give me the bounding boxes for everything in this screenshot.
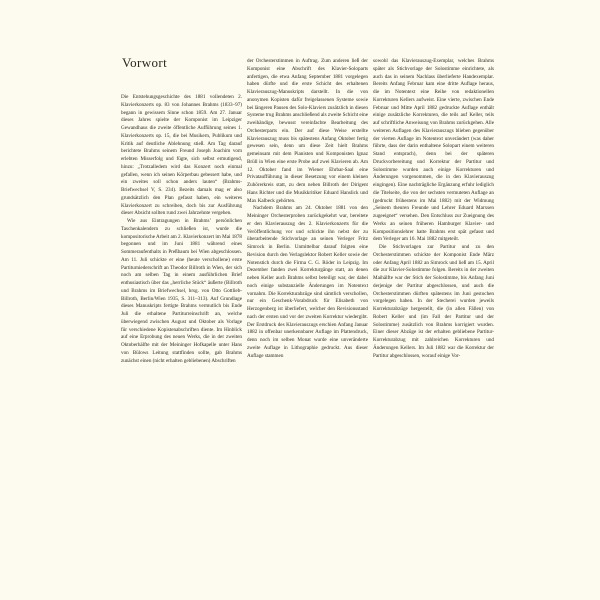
paragraph: Wie aus Eintragungen in Brahms’ persönlichen Taschenkalendern zu schließen ist, wurde die kompositorische Arbeit am 2. Klavierkonzert im Mai 1878 begonnen und im Juni 1881 während eines Sommeraufenthalts in Preßbaum bei Wien abgeschlossen. Am 11. Juli schickte er eine (heute verschollene) erste Partiturniederschrift an Theodor Billroth in Wien, der sich noch am selben Tag in einem ausführlichen Brief enthusiastisch über das „herrliche Stück“ äußerte (Billroth und Brahms im Briefwechsel, hrsg. von Otto Gottlieb-Billroth, Berlin/Wien 1935, S. 311–313). Auf Grundlage dieses Manuskripts fertigte Brahms vermutlich bis Ende Juli die erhaltene Partiturreinschrift an, welche überwiegend zwischen August und Oktober als Vorlage für verschiedene Kopistenabschriften diente. Im Hinblick auf eine Erprobung des neuen Werks, die in der zweiten Oktoberhälfte mit der Meininger Hofkapelle unter Hans von Bülows Leitung stattfinden sollte, gab Brahms zunächst einen (nicht erhalten gebliebenen) Abschriften (121, 218, 242, 364)
paragraph: der Orchesterstimmen in Auftrag. Zum anderen ließ der Komponist eine Abschrift des Klavier-Soloparts anfertigen, die etwa Anfang September 1881 vorgelegen haben dürfte und die erste Schicht des erhaltenen Klavierauszug-Manuskripts darstellt. In die von anonymen Kopisten dafür freigelassenen Systeme sowie bei längeren Pausen des Solo-Klaviers zusätzlich in diesen Systeme trug Brahms anschließend als zweite Schicht eine zweihändige, bewusst vereinfachte Bearbeitung des Orchesterparts ein. Der auf diese Weise erstellte Klavierauszug muss bis spätestens Anfang Oktober fertig gewesen sein, denn um diese Zeit hielt Brahms gemeinsam mit dem Pianisten und Komponisten Ignaz Brüll in Wien eine erste Probe auf zwei Klavieren ab. Am 12. Oktober fand im Wiener Ehrbar-Saal eine Privataufführung in dieser Besetzung vor einem kleinen Zuhörerkreis statt, zu dem neben Billroth der Dirigent Hans Richter und die Musikkritiker Eduard Hanslick und Max Kalbeck gehörten. (247, 58, 368, 204)
text-column-2 (247, 58, 368, 360)
text-column-1 (121, 94, 242, 365)
page-title: Vorwort (122, 55, 168, 70)
paragraph: Die Entstehungsgeschichte des 1881 vollendeten 2. Klavierkonzerts op. 83 von Johannes Brahms (1833–97) begann in gewissem Sinne schon 1859. Am 27. Januar dieses Jahres spielte der Komponist im Leipziger Gewandhaus die zweite öffentliche Aufführung seines 1. Klavierkonzerts op. 15, die bei Musikern, Publikum und Kritik auf deutliche Ablehnung stieß. Am Tag darauf berichtete Brahms seinem Freund Joseph Joachim vom erlebten Misserfolg und fügte, sich selbst ermutigend, hinzu: „Trotzalledem wird das Konzert noch einmal gefallen, wenn ich seinen Körperbau gebessert habe, und ein zweites soll schon anders lauten“ (Brahms-Briefwechsel V, S. 234). Bezeits damals mag er also grundsätzlich den Plan gefasst haben, ein weiteres Klavierkonzert zu schreiben, doch bis zur Ausführung dieser Absicht sollten rund zwei Jahrzehnte vergehen. (121, 94, 242, 217)
text-column-3 (373, 58, 494, 360)
paragraph: Nachdem Brahms am 24. Oktober 1881 von den Meininger Orchesterproben zurückgekehrt war, bereitete er den Klavierauszug des 2. Klavierkonzerts für die Veröffentlichung vor und schickte ihn nebst der zu überarbeitende Stichvorlage an seinen Verleger Fritz Simrock in Berlin. Unmittelbar darauf folgten eine Revision durch den Verlagslektor Robert Keller sowie der Notenstich durch die Firma C. G. Röder in Leipzig. Im Dezember fanden zwei Korrekturgänge statt, an denen neben Keller auch Brahms selbst beteiligt war, der dabei noch einige substanzielle Änderungen im Notentext vornahm. Die Korrekturabzüge sind sämtlich verschollen, nur ein Geschenk-Vorabdruck für Elisabeth von Herzogenberg ist überliefert, welcher den Revisionsstand nach der ersten und vor der zweiten Korrektur wiedergibt. Der Erstdruck des Klavierauszugs erschien Anfang Januar 1882 in offenbar unerkennbarer Auflage im Plattendruck, denn noch im selben Monat wurde eine unveränderte zweite Auflage in Lithographie gedruckt. Aus dieser Auflage stammen (247, 205, 368, 359)
paragraph: Die Stichvorlagen zur Partitur und zu den Orchesterstimmen schickte der Komponist Ende März oder Anfang April 1882 an Simrock und ließ am 15. April die zur Klavier-Solostimme folgen. Bereits in der zweiten Maihälfte war der Stich der Solostimme, bis Anfang Juni derjenige der Partitur abgeschlossen, und auch die Orchesterstimmen dürften spätestens im Juni gestochen vorgelegen haben. In der Stecherei wurden jeweils Korrekturabzüge hergestellt, die (in allen Fällen) von Robert Keller und (im Fall der Partitur und der Solostimme) zusätzlich von Brahms korrigiert wurden. Einer dieser Abzüge ist der erhalten gebliebene Partitur-Korrekturabzug mit zahlreichen Korrekturen und Änderungen Kellers. Im Juli 1882 war die Korrektur der Partitur abgeschlossen, worauf einige Vor- (373, 244, 494, 359)
paragraph: sowohl das Klavierauszug-Exemplar, welches Brahms später als Stichvorlage der Solostimme einrichtete, als auch das in seinem Nachlass überlieferte Handexemplar. Bereits Anfang Februar kam eine dritte Auflage heraus, die im Notentext eine Reihe von redaktionellen Korrekturen Kellers aufweist. Eine vierte, zwischen Ende Februar und Mitte April 1882 gedruckte Auflage enthält einige zusätzliche Korrekturen, die teils auf Keller, teils auf schriftliche Anweisung von Brahms zurückgehen. Alle weiteren Auflagen des Klavierauszugs blieben gegenüber der vierten Auflage im Notentext unverändert (was daher führte, dass der darin enthaltene Solopart einem weiteren Stand entsprach), denn bei der späteren Druckvorbereitung und Korrektur der Partitur und Solostimme wurden auch einige Korrekturen und Änderungen vorgenommen, die in den Klavierauszug eingingen). Eine nachträgliche Ergänzung erfuhr lediglich die Titelseite, die von der sechsten vermuteten Auflage an (gedruckt frühestens im Mai 1882) mit der Widmung „Seinem theuren Freunde und Lehrer Eduard Marxsen zugeeignet“ versehen. Den Entschluss zur Zueignung des Werks an seinen früheren Hamburger Klavier- und Kompositionslehrer hatte Brahms erst spät gefasst und dem Verleger am 16. Mai 1882 mitgeteilt. (373, 58, 494, 243)
